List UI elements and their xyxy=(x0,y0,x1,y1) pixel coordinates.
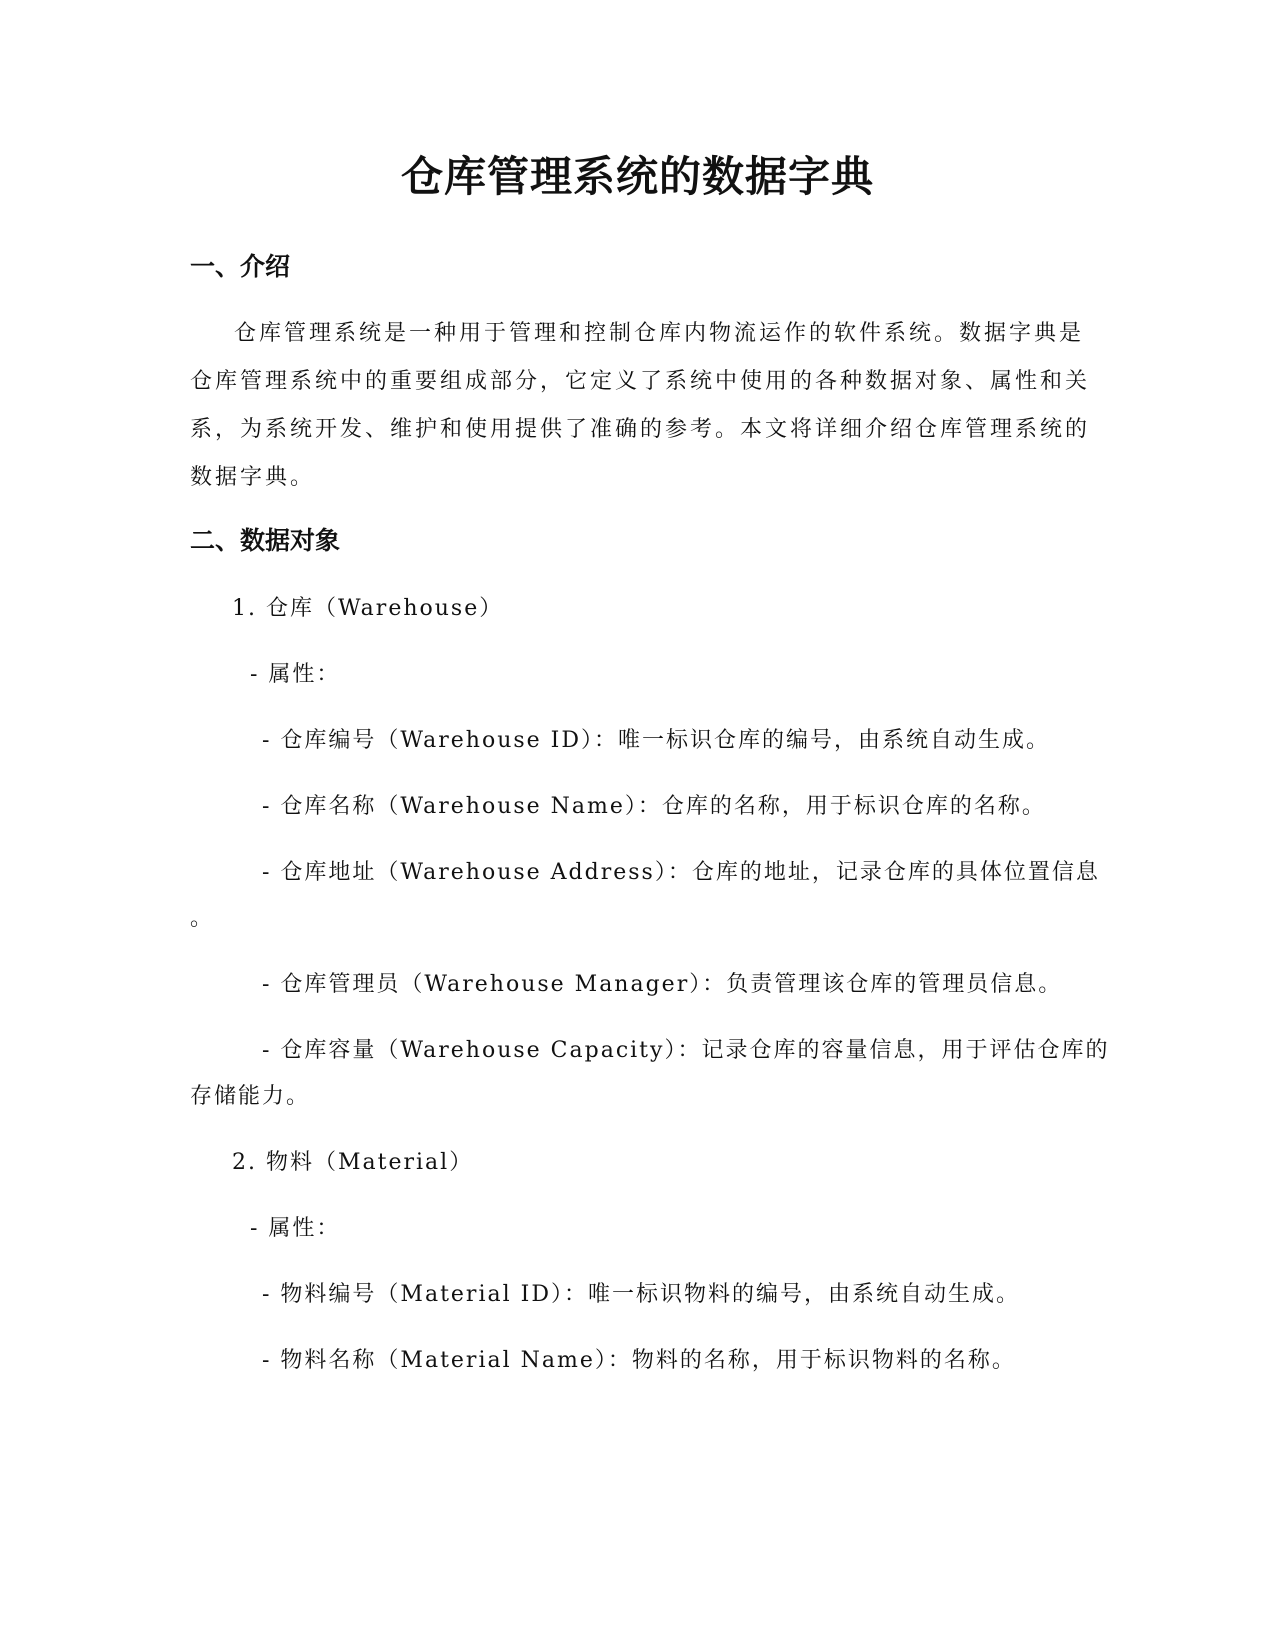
attr-warehouse-manager: - 仓库管理员（Warehouse Manager）：负责管理该仓库的管理员信息。 xyxy=(262,972,1063,997)
attr-material-name: - 物料名称（Material Name）：物料的名称，用于标识物料的名称。 xyxy=(262,1348,1016,1373)
attr-warehouse-capacity: - 仓库容量（Warehouse Capacity）：记录仓库的容量信息，用于评估仓库的 xyxy=(262,1038,1110,1063)
object-title-material: 2. 物料（Material） xyxy=(232,1150,474,1175)
attr-label-warehouse: - 属性： xyxy=(250,662,341,687)
document-title: 仓库管理系统的数据字典 xyxy=(400,152,874,201)
attr-warehouse-id: - 仓库编号（Warehouse ID）：唯一标识仓库的编号，由系统自动生成。 xyxy=(262,728,1050,753)
attr-warehouse-capacity-continuation: 存储能力。 xyxy=(190,1084,311,1109)
attr-label-material: - 属性： xyxy=(250,1216,341,1241)
attr-warehouse-address-continuation: 。 xyxy=(190,906,215,931)
section-heading-intro: 一、介绍 xyxy=(190,252,291,281)
attr-warehouse-address: - 仓库地址（Warehouse Address）：仓库的地址，记录仓库的具体位置信息 xyxy=(262,860,1100,885)
attr-material-id: - 物料编号（Material ID）：唯一标识物料的编号，由系统自动生成。 xyxy=(262,1282,1020,1307)
object-title-warehouse: 1. 仓库（Warehouse） xyxy=(232,596,504,621)
intro-paragraph: 仓库管理系统是一种用于管理和控制仓库内物流运作的软件系统。数据字典是仓库管理系统中的重要组成部分，它定义了系统中使用的各种数据对象、属性和关系，为系统开发、维护和使用提供了准确的参考。本文将详细介绍仓库管理系统的数据字典。 xyxy=(190,321,1091,490)
section-heading-data-objects: 二、数据对象 xyxy=(190,526,341,555)
attr-warehouse-name: - 仓库名称（Warehouse Name）：仓库的名称，用于标识仓库的名称。 xyxy=(262,794,1046,819)
